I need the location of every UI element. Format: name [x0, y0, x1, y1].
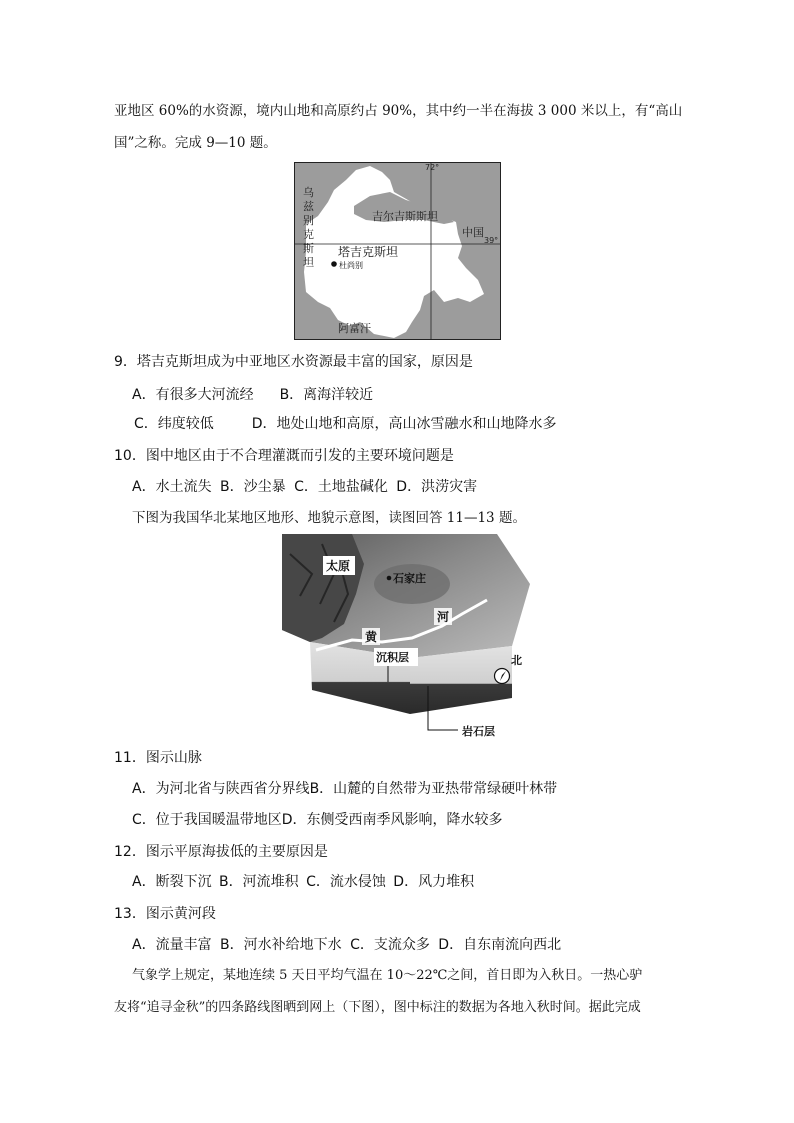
map1-label-lon: 72°	[425, 163, 440, 172]
map1-capital-dot	[331, 261, 337, 267]
intro-line-1: 亚地区 60%的水资源，境内山地和高原约占 90%，其中约一半在海拔 3 000 米以上，有“高山	[114, 103, 683, 119]
outro-line-2: 友将“追寻金秋”的四条路线图晒到网上（下图），图中标注的数据为各地入秋时间。据此完成	[114, 1000, 641, 1015]
q12-stem: 12．图示平原海拔低的主要原因是	[114, 844, 328, 860]
q10-stem: 10．图中地区由于不合理灌溉而引发的主要环境问题是	[114, 448, 454, 464]
tajikistan-map	[294, 162, 501, 340]
q12-options: A．断裂下沉 B．河流堆积 C．流水侵蚀 D．风力堆积	[132, 874, 475, 890]
map2-label-taiyuan: 太原	[326, 559, 351, 573]
q11-options-1: A．为河北省与陕西省分界线B．山麓的自然带为亚热带常绿硬叶林带	[132, 781, 558, 797]
q9-opt-row-1	[132, 385, 373, 405]
q10-options: A．水土流失 B．沙尘暴 C．土地盐碱化 D．洪涝灾害	[132, 479, 478, 495]
map2-label-huang: 黄	[365, 630, 378, 644]
map2-shijiazhuang-dot	[387, 576, 392, 581]
q11-options-2: C．位于我国暖温带地区D．东侧受西南季风影响，降水较多	[132, 812, 503, 828]
map1-label-capital: 杜尚别	[339, 261, 363, 270]
q9-opt-a: A．有很多大河流经	[132, 387, 254, 403]
map1-label-china: 中国	[462, 226, 484, 239]
map2-label-rock: 岩石层	[462, 725, 495, 738]
q9-opt-row-2	[134, 414, 557, 434]
outro-line-1: 气象学上规定，某地连续 5 天日平均气温在 10～22℃之间，首日即为入秋日。一热心驴	[132, 968, 643, 983]
map1-label-tajik: 塔吉克斯坦	[338, 245, 399, 259]
q11-stem: 11．图示山脉	[114, 750, 202, 766]
terrain-block-diagram	[282, 534, 532, 742]
q9-opt-c: C．纬度较低	[134, 416, 214, 432]
intro-line-2: 国”之称。完成 9—10 题。	[114, 135, 277, 151]
map2-label-sediment: 沉积层	[376, 651, 409, 664]
map2-label-shijiazhuang: 石家庄	[393, 572, 426, 585]
q13-stem: 13．图示黄河段	[114, 906, 216, 922]
map1-label-afghan: 阿富汗	[338, 322, 371, 335]
q13-options: A．流量丰富 B．河水补给地下水 C．支流众多 D．自东南流向西北	[132, 937, 562, 953]
q9-opt-d: D．地处山地和高原，高山冰雪融水和山地降水多	[251, 416, 557, 432]
map1-label-kyrgyz: 吉尔吉斯斯坦	[372, 210, 438, 223]
intro2: 下图为我国华北某地区地形、地貌示意图，读图回答 11—13 题。	[132, 510, 526, 526]
map1-label-uzbek: 乌兹别克斯坦	[303, 186, 314, 269]
map2-label-he: 河	[437, 610, 450, 624]
map2-label-north: 北	[511, 654, 522, 667]
map1-label-lat: 39°	[484, 236, 499, 245]
q9-stem: 9．塔吉克斯坦成为中亚地区水资源最丰富的国家，原因是	[114, 354, 473, 370]
q9-opt-b: B．离海洋较近	[279, 387, 374, 403]
